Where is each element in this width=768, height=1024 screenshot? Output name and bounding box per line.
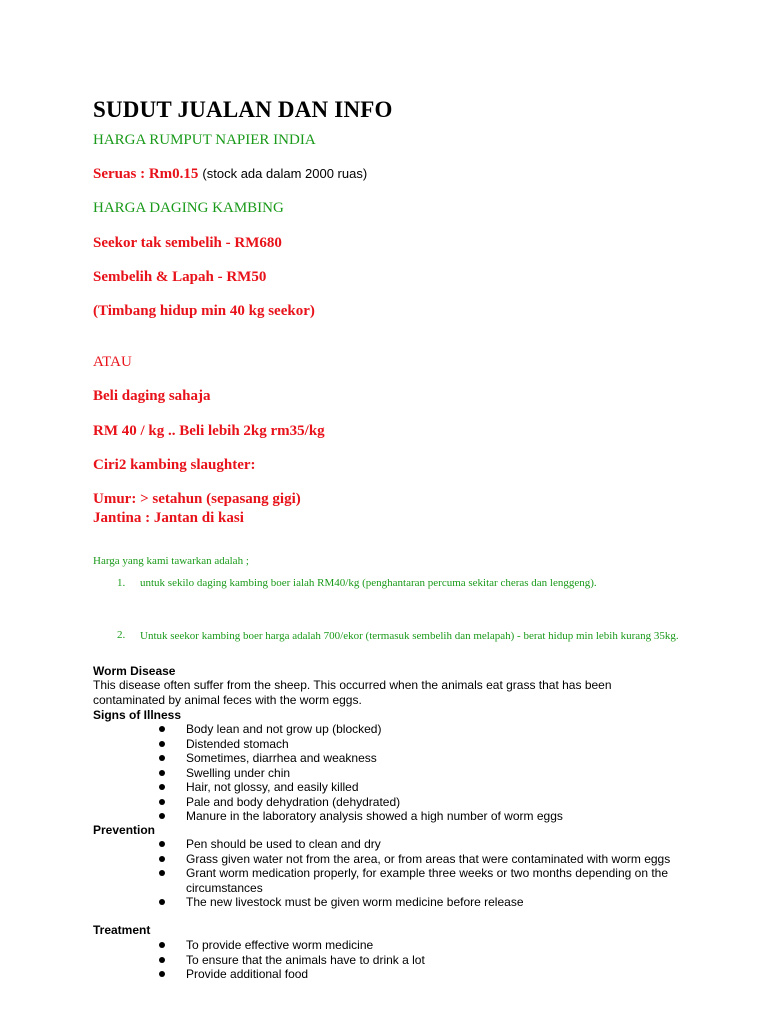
page-title: SUDUT JUALAN DAN INFO <box>93 97 393 122</box>
prevention-list <box>159 837 679 910</box>
offer-item-1-number: 1. <box>117 577 126 589</box>
atau-label: ATAU <box>93 354 132 370</box>
umur-line: Umur: > setahun (sepasang gigi) <box>93 491 301 507</box>
signs-heading: Signs of Illness <box>93 708 182 722</box>
offer-item-2-text: Untuk seekor kambing boer harga adalah 700/ekor (termasuk sembelih dan melapah) - berat hidup min lebih kurang 35kg. <box>140 630 679 642</box>
rm-per-kg: RM 40 / kg .. Beli lebih 2kg rm35/kg <box>93 423 325 439</box>
offer-item-2-number: 2. <box>117 629 126 641</box>
napier-stock-note: (stock ada dalam 2000 ruas) <box>202 166 368 181</box>
worm-heading: Worm Disease <box>93 664 176 678</box>
list-item: Swelling under chin <box>159 766 679 781</box>
offer-item-1-text: untuk sekilo daging kambing boer ialah RM40/kg (penghantaran percuma sekitar cheras dan lenggeng). <box>140 577 597 589</box>
list-item: Grass given water not from the area, or from areas that were contaminated with worm eggs <box>159 852 679 867</box>
list-item: Body lean and not grow up (blocked) <box>159 722 679 737</box>
list-item: Pale and body dehydration (dehydrated) <box>159 795 679 810</box>
kambing-line-2: Sembelih & Lapah - RM50 <box>93 269 267 285</box>
worm-description: This disease often suffer from the sheep. This occurred when the animals eat grass that has been contaminated by animal feces with the worm eggs. <box>93 678 612 707</box>
list-item: Grant worm medication properly, for example three weeks or two months depending on the circumstances <box>159 866 679 895</box>
list-item: Provide additional food <box>159 967 679 982</box>
list-item: Pen should be used to clean and dry <box>159 837 679 852</box>
signs-list <box>159 722 679 824</box>
treatment-list <box>159 938 679 982</box>
napier-heading: HARGA RUMPUT NAPIER INDIA <box>93 132 316 148</box>
ciri-kambing: Ciri2 kambing slaughter: <box>93 457 256 473</box>
beli-daging: Beli daging sahaja <box>93 388 211 404</box>
treatment-heading: Treatment <box>93 923 151 937</box>
napier-price-line <box>93 165 367 183</box>
kambing-line-1: Seekor tak sembelih - RM680 <box>93 235 282 251</box>
list-item: Sometimes, diarrhea and weakness <box>159 751 679 766</box>
list-item: To ensure that the animals have to drink a lot <box>159 953 679 968</box>
list-item: To provide effective worm medicine <box>159 938 679 953</box>
jantina-line: Jantina : Jantan di kasi <box>93 510 244 526</box>
kambing-heading: HARGA DAGING KAMBING <box>93 200 284 216</box>
prevention-heading: Prevention <box>93 823 156 837</box>
kambing-line-3: (Timbang hidup min 40 kg seekor) <box>93 303 315 319</box>
napier-price: Seruas : Rm0.15 <box>93 166 199 182</box>
list-item: Manure in the laboratory analysis showed a high number of worm eggs <box>159 809 679 824</box>
offer-intro: Harga yang kami tawarkan adalah ; <box>93 555 249 567</box>
list-item: Hair, not glossy, and easily killed <box>159 780 679 795</box>
list-item: Distended stomach <box>159 737 679 752</box>
list-item: The new livestock must be given worm medicine before release <box>159 895 679 910</box>
